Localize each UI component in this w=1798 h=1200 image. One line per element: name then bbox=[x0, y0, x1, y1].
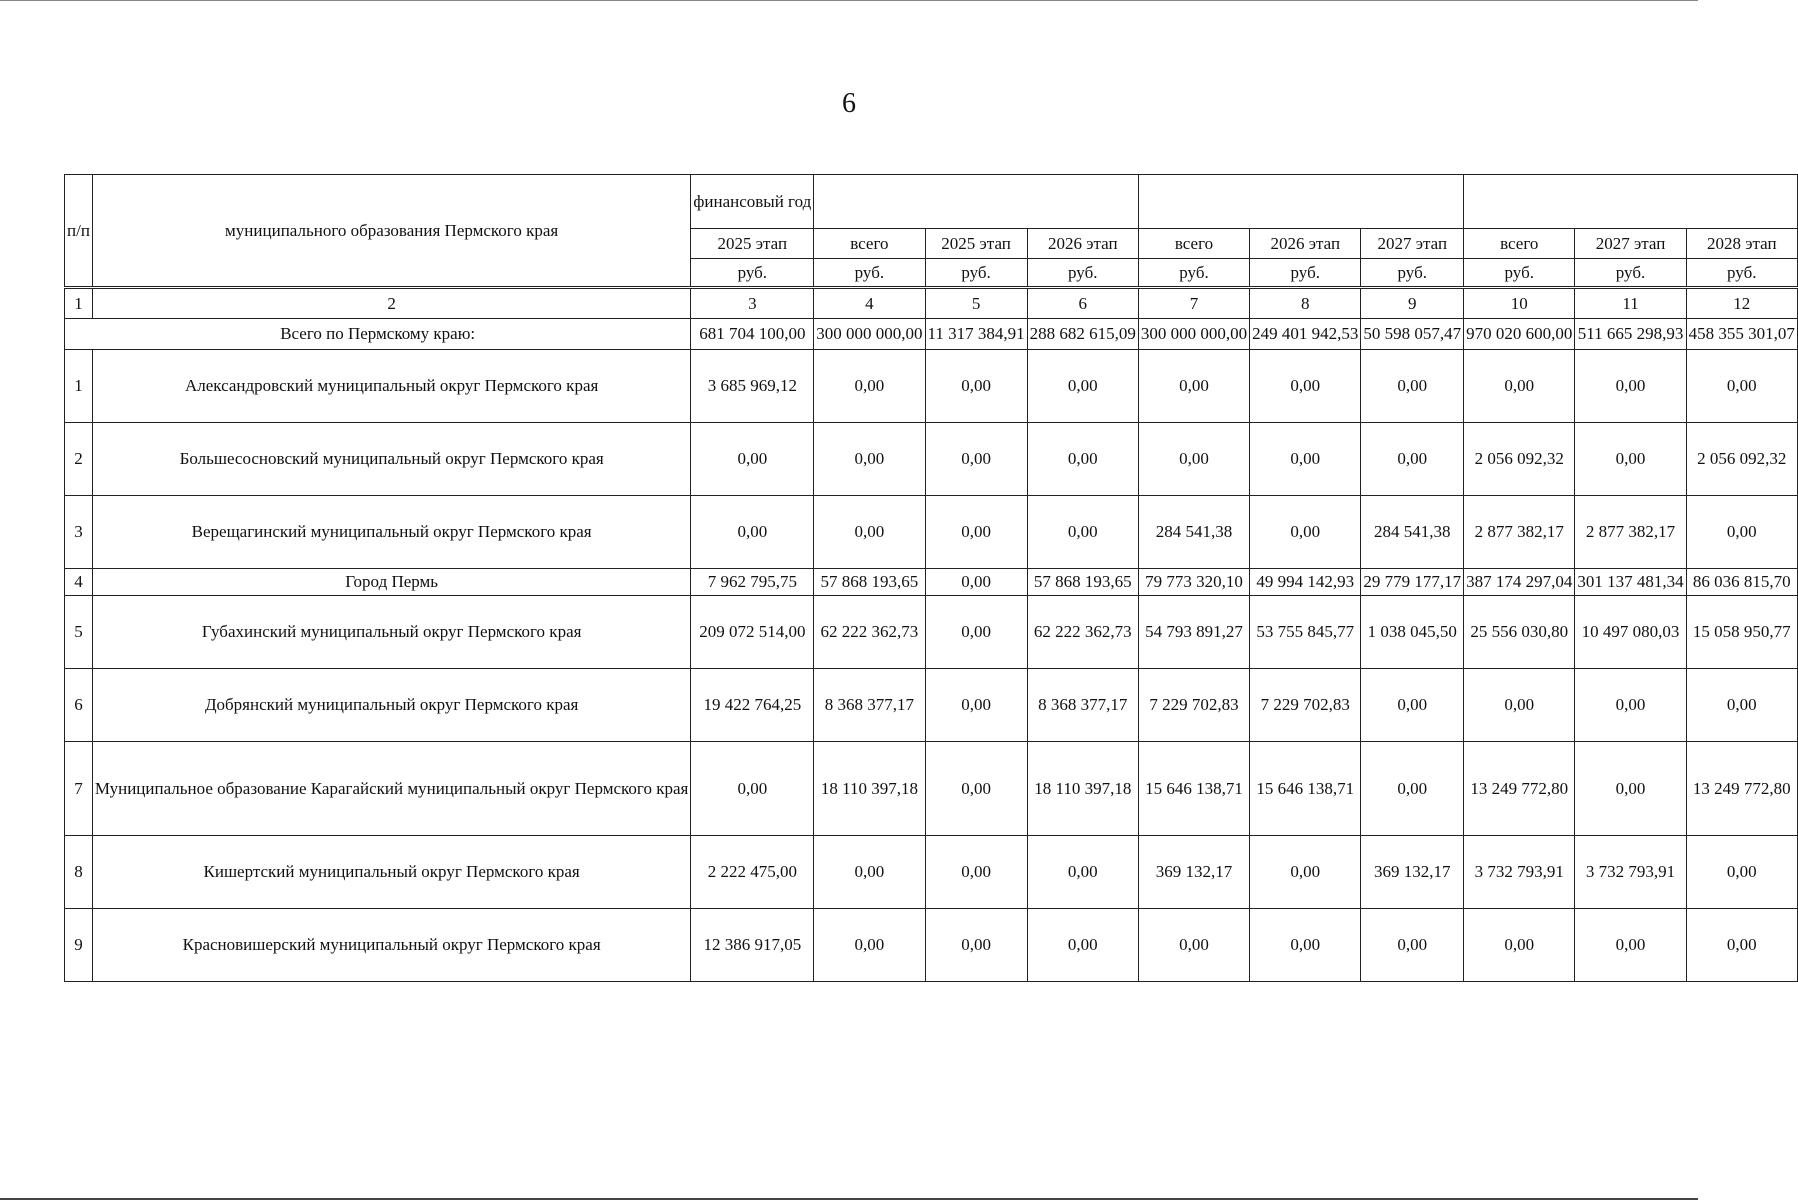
amount-cell: 0,00 bbox=[1361, 742, 1464, 836]
total-value-cell: 11 317 384,91 bbox=[925, 319, 1027, 350]
amount-cell: 13 249 772,80 bbox=[1464, 742, 1575, 836]
header-unit-cell: руб. bbox=[1575, 259, 1686, 288]
amount-cell: 0,00 bbox=[1575, 423, 1686, 496]
amount-cell: 2 056 092,32 bbox=[1464, 423, 1575, 496]
page-number: 6 bbox=[842, 88, 856, 119]
amount-cell: 0,00 bbox=[1250, 909, 1361, 982]
amount-cell: 0,00 bbox=[814, 350, 925, 423]
table-row bbox=[65, 350, 1798, 423]
table-row bbox=[65, 836, 1798, 909]
amount-cell: 0,00 bbox=[1138, 909, 1249, 982]
amount-cell: 0,00 bbox=[925, 669, 1027, 742]
amount-cell: 387 174 297,04 bbox=[1464, 569, 1575, 596]
amount-cell: 57 868 193,65 bbox=[1027, 569, 1138, 596]
total-value-cell: 970 020 600,00 bbox=[1464, 319, 1575, 350]
amount-cell: 12 386 917,05 bbox=[691, 909, 814, 982]
amount-cell: 8 368 377,17 bbox=[1027, 669, 1138, 742]
amount-cell: 0,00 bbox=[1361, 423, 1464, 496]
row-number-cell: 4 bbox=[65, 569, 93, 596]
municipality-name-cell: Губахинский муниципальный округ Пермского края bbox=[92, 596, 690, 669]
budget-table bbox=[64, 174, 1798, 982]
amount-cell: 0,00 bbox=[1138, 350, 1249, 423]
row-number-cell: 8 bbox=[65, 836, 93, 909]
amount-cell: 2 877 382,17 bbox=[1575, 496, 1686, 569]
amount-cell: 79 773 320,10 bbox=[1138, 569, 1249, 596]
amount-cell: 0,00 bbox=[1250, 496, 1361, 569]
amount-cell: 18 110 397,18 bbox=[1027, 742, 1138, 836]
amount-cell: 0,00 bbox=[691, 742, 814, 836]
header-municipality: муниципального образования Пермского края bbox=[92, 175, 690, 288]
amount-cell: 0,00 bbox=[925, 836, 1027, 909]
amount-cell: 0,00 bbox=[1250, 836, 1361, 909]
amount-cell: 15 646 138,71 bbox=[1250, 742, 1361, 836]
amount-cell: 369 132,17 bbox=[1138, 836, 1249, 909]
table-row bbox=[65, 669, 1798, 742]
amount-cell: 53 755 845,77 bbox=[1250, 596, 1361, 669]
header-unit-cell: руб. bbox=[1686, 259, 1797, 288]
header-unit-cell: руб. bbox=[691, 259, 814, 288]
header-column-number: 2 bbox=[92, 288, 690, 319]
amount-cell: 0,00 bbox=[1686, 669, 1797, 742]
amount-cell: 0,00 bbox=[925, 909, 1027, 982]
amount-cell: 0,00 bbox=[1575, 909, 1686, 982]
amount-cell: 0,00 bbox=[1027, 909, 1138, 982]
header-column-number: 11 bbox=[1575, 288, 1686, 319]
total-value-cell: 288 682 615,09 bbox=[1027, 319, 1138, 350]
amount-cell: 7 962 795,75 bbox=[691, 569, 814, 596]
amount-cell: 0,00 bbox=[814, 496, 925, 569]
amount-cell: 0,00 bbox=[1027, 496, 1138, 569]
amount-cell: 0,00 bbox=[1361, 909, 1464, 982]
amount-cell: 0,00 bbox=[691, 423, 814, 496]
amount-cell: 10 497 080,03 bbox=[1575, 596, 1686, 669]
total-value-cell: 50 598 057,47 bbox=[1361, 319, 1464, 350]
header-stage-cell: 2025 этап bbox=[925, 229, 1027, 259]
amount-cell: 0,00 bbox=[1027, 836, 1138, 909]
header-stage-cell: 2026 этап bbox=[1250, 229, 1361, 259]
amount-cell: 3 685 969,12 bbox=[691, 350, 814, 423]
amount-cell: 0,00 bbox=[1686, 350, 1797, 423]
amount-cell: 8 368 377,17 bbox=[814, 669, 925, 742]
amount-cell: 0,00 bbox=[814, 836, 925, 909]
amount-cell: 29 779 177,17 bbox=[1361, 569, 1464, 596]
total-value-cell: 458 355 301,07 bbox=[1686, 319, 1797, 350]
municipality-name-cell: Большесосновский муниципальный округ Пермского края bbox=[92, 423, 690, 496]
table-row bbox=[65, 569, 1798, 596]
amount-cell: 0,00 bbox=[1464, 350, 1575, 423]
amount-cell: 25 556 030,80 bbox=[1464, 596, 1575, 669]
header-unit-cell: руб. bbox=[814, 259, 925, 288]
row-number-cell: 9 bbox=[65, 909, 93, 982]
table-row bbox=[65, 423, 1798, 496]
amount-cell: 3 732 793,91 bbox=[1575, 836, 1686, 909]
total-value-cell: 300 000 000,00 bbox=[814, 319, 925, 350]
header-stage-cell: всего bbox=[1138, 229, 1249, 259]
header-stage-cell: всего bbox=[1464, 229, 1575, 259]
header-row-titles bbox=[65, 175, 1798, 229]
amount-cell: 0,00 bbox=[925, 569, 1027, 596]
amount-cell: 18 110 397,18 bbox=[814, 742, 925, 836]
header-stage-cell: 2027 этап bbox=[1361, 229, 1464, 259]
total-value-cell: 300 000 000,00 bbox=[1138, 319, 1249, 350]
row-number-cell: 3 bbox=[65, 496, 93, 569]
amount-cell: 0,00 bbox=[1464, 669, 1575, 742]
header-unit-cell: руб. bbox=[1361, 259, 1464, 288]
amount-cell: 15 058 950,77 bbox=[1686, 596, 1797, 669]
amount-cell: 0,00 bbox=[1686, 496, 1797, 569]
amount-cell: 54 793 891,27 bbox=[1138, 596, 1249, 669]
municipality-name-cell: Красновишерский муниципальный округ Пермского края bbox=[92, 909, 690, 982]
header-unit-cell: руб. bbox=[925, 259, 1027, 288]
amount-cell: 57 868 193,65 bbox=[814, 569, 925, 596]
amount-cell: 7 229 702,83 bbox=[1250, 669, 1361, 742]
amount-cell: 0,00 bbox=[1686, 909, 1797, 982]
header-group-2026-2027 bbox=[1138, 175, 1463, 229]
header-column-number: 9 bbox=[1361, 288, 1464, 319]
header-column-number: 3 bbox=[691, 288, 814, 319]
header-pp: п/п bbox=[65, 175, 93, 288]
header-column-number: 7 bbox=[1138, 288, 1249, 319]
header-unit-cell: руб. bbox=[1464, 259, 1575, 288]
amount-cell: 2 056 092,32 bbox=[1686, 423, 1797, 496]
amount-cell: 49 994 142,93 bbox=[1250, 569, 1361, 596]
amount-cell: 0,00 bbox=[1361, 669, 1464, 742]
table-row bbox=[65, 909, 1798, 982]
amount-cell: 301 137 481,34 bbox=[1575, 569, 1686, 596]
amount-cell: 0,00 bbox=[925, 596, 1027, 669]
amount-cell: 0,00 bbox=[925, 496, 1027, 569]
total-value-cell: 511 665 298,93 bbox=[1575, 319, 1686, 350]
amount-cell: 62 222 362,73 bbox=[1027, 596, 1138, 669]
amount-cell: 0,00 bbox=[1250, 350, 1361, 423]
header-unit-cell: руб. bbox=[1250, 259, 1361, 288]
row-number-cell: 2 bbox=[65, 423, 93, 496]
amount-cell: 62 222 362,73 bbox=[814, 596, 925, 669]
total-value-cell: 681 704 100,00 bbox=[691, 319, 814, 350]
amount-cell: 284 541,38 bbox=[1138, 496, 1249, 569]
municipality-name-cell: Кишертский муниципальный округ Пермского края bbox=[92, 836, 690, 909]
municipality-name-cell: Город Пермь bbox=[92, 569, 690, 596]
header-column-number: 12 bbox=[1686, 288, 1797, 319]
total-value-cell: 249 401 942,53 bbox=[1250, 319, 1361, 350]
amount-cell: 15 646 138,71 bbox=[1138, 742, 1249, 836]
amount-cell: 13 249 772,80 bbox=[1686, 742, 1797, 836]
header-financial-year: финансовый год bbox=[691, 175, 814, 229]
municipality-name-cell: Александровский муниципальный округ Пермского края bbox=[92, 350, 690, 423]
amount-cell: 0,00 bbox=[925, 350, 1027, 423]
amount-cell: 284 541,38 bbox=[1361, 496, 1464, 569]
amount-cell: 0,00 bbox=[814, 909, 925, 982]
row-number-cell: 7 bbox=[65, 742, 93, 836]
total-label: Всего по Пермскому краю: bbox=[65, 319, 691, 350]
amount-cell: 0,00 bbox=[691, 496, 814, 569]
amount-cell: 0,00 bbox=[1686, 836, 1797, 909]
municipality-name-cell: Муниципальное образование Карагайский муниципальный округ Пермского края bbox=[92, 742, 690, 836]
amount-cell: 0,00 bbox=[1027, 350, 1138, 423]
amount-cell: 0,00 bbox=[1250, 423, 1361, 496]
header-group-2027-2028 bbox=[1464, 175, 1798, 229]
header-unit-cell: руб. bbox=[1138, 259, 1249, 288]
amount-cell: 0,00 bbox=[925, 742, 1027, 836]
amount-cell: 0,00 bbox=[1138, 423, 1249, 496]
header-stage-cell: 2025 этап bbox=[691, 229, 814, 259]
amount-cell: 0,00 bbox=[1575, 350, 1686, 423]
row-number-cell: 1 bbox=[65, 350, 93, 423]
amount-cell: 369 132,17 bbox=[1361, 836, 1464, 909]
row-number-cell: 6 bbox=[65, 669, 93, 742]
table-row bbox=[65, 596, 1798, 669]
header-stage-cell: 2028 этап bbox=[1686, 229, 1797, 259]
row-number-cell: 5 bbox=[65, 596, 93, 669]
amount-cell: 19 422 764,25 bbox=[691, 669, 814, 742]
header-stage-cell: 2026 этап bbox=[1027, 229, 1138, 259]
municipality-name-cell: Добрянский муниципальный округ Пермского края bbox=[92, 669, 690, 742]
amount-cell: 0,00 bbox=[1464, 909, 1575, 982]
amount-cell: 86 036 815,70 bbox=[1686, 569, 1797, 596]
header-column-number: 5 bbox=[925, 288, 1027, 319]
header-group-2025-2026 bbox=[814, 175, 1139, 229]
table-row bbox=[65, 742, 1798, 836]
total-row bbox=[65, 319, 1798, 350]
amount-cell: 7 229 702,83 bbox=[1138, 669, 1249, 742]
header-column-number: 6 bbox=[1027, 288, 1138, 319]
amount-cell: 3 732 793,91 bbox=[1464, 836, 1575, 909]
amount-cell: 0,00 bbox=[1361, 350, 1464, 423]
amount-cell: 0,00 bbox=[1027, 423, 1138, 496]
header-column-number: 4 bbox=[814, 288, 925, 319]
amount-cell: 2 222 475,00 bbox=[691, 836, 814, 909]
header-stage-cell: всего bbox=[814, 229, 925, 259]
amount-cell: 0,00 bbox=[814, 423, 925, 496]
header-column-number: 10 bbox=[1464, 288, 1575, 319]
table-row bbox=[65, 496, 1798, 569]
header-unit-cell: руб. bbox=[1027, 259, 1138, 288]
amount-cell: 0,00 bbox=[925, 423, 1027, 496]
header-column-number: 8 bbox=[1250, 288, 1361, 319]
header-row-column-numbers bbox=[65, 288, 1798, 319]
amount-cell: 0,00 bbox=[1575, 742, 1686, 836]
header-stage-cell: 2027 этап bbox=[1575, 229, 1686, 259]
municipality-name-cell: Верещагинский муниципальный округ Пермского края bbox=[92, 496, 690, 569]
scan-edge-top bbox=[0, 0, 1698, 1]
amount-cell: 209 072 514,00 bbox=[691, 596, 814, 669]
amount-cell: 1 038 045,50 bbox=[1361, 596, 1464, 669]
amount-cell: 0,00 bbox=[1575, 669, 1686, 742]
amount-cell: 2 877 382,17 bbox=[1464, 496, 1575, 569]
header-column-number: 1 bbox=[65, 288, 93, 319]
